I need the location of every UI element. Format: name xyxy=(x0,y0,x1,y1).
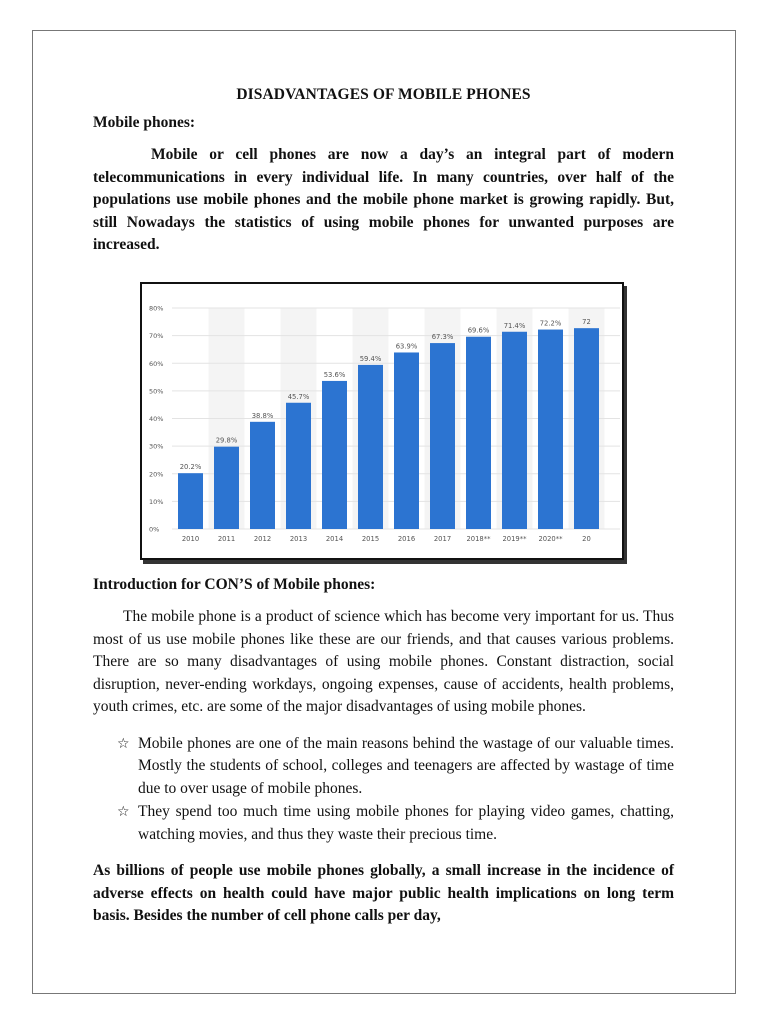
chart-bar xyxy=(394,352,419,529)
y-tick-label: 20% xyxy=(149,470,164,479)
list-item xyxy=(93,801,674,846)
chart-bar xyxy=(466,337,491,529)
data-label: 71.4% xyxy=(503,321,526,330)
x-tick-label: 2015 xyxy=(361,535,380,543)
intro-paragraph: Mobile or cell phones are now a day’s an integral part of modern telecommunications in every individual life. In many countries, over half of the populations use mobile phones and the mobile phone market is growing rapidly. But, still Nowadays the statistics of using mobile phones for unwanted purposes are increased. xyxy=(93,146,674,253)
data-label: 29.8% xyxy=(215,436,238,445)
x-tick-label: 20 xyxy=(582,535,591,543)
y-tick-label: 50% xyxy=(149,387,164,396)
data-label: 59.4% xyxy=(359,354,382,363)
bullet-text: They spend too much time using mobile phones for playing video games, chatting, watching movies, and thus they waste their precious time. xyxy=(138,803,674,843)
chart-bar xyxy=(358,365,383,529)
bar-chart xyxy=(140,282,624,560)
x-tick-label: 2020** xyxy=(538,535,563,543)
data-label: 69.6% xyxy=(467,326,490,335)
chart-bar xyxy=(538,330,563,529)
data-label: 20.2% xyxy=(179,463,202,472)
health-paragraph: As billions of people use mobile phones globally, a small increase in the incidence of adverse effects on health could have major public health implications on long term basis. Besides the number of cell phone calls per day, xyxy=(93,862,674,924)
chart-bar xyxy=(250,422,275,529)
chart-bar xyxy=(322,381,347,529)
y-tick-label: 0% xyxy=(149,525,160,534)
chart-bar xyxy=(214,447,239,529)
chart-bar xyxy=(574,328,599,529)
bullet-list xyxy=(93,733,674,847)
bar-chart-svg xyxy=(142,284,622,558)
x-tick-label: 2018** xyxy=(466,535,491,543)
star-outline-icon: ☆ xyxy=(117,735,130,752)
data-label: 63.9% xyxy=(395,342,418,351)
x-tick-label: 2012 xyxy=(253,535,272,543)
x-tick-label: 2011 xyxy=(217,535,236,543)
section-heading-mobile-phones: Mobile phones: xyxy=(93,114,196,131)
data-label: 72.2% xyxy=(539,319,562,328)
section-heading-cons: Introduction for CON’S of Mobile phones: xyxy=(93,576,376,593)
x-tick-label: 2019** xyxy=(502,535,527,543)
data-label: 53.6% xyxy=(323,370,346,379)
y-tick-label: 60% xyxy=(149,359,164,368)
data-label: 72 xyxy=(582,318,591,327)
y-tick-label: 70% xyxy=(149,332,164,341)
chart-bar xyxy=(178,473,203,529)
chart-bar xyxy=(502,332,527,529)
data-label: 38.8% xyxy=(251,411,274,420)
document-body-lower xyxy=(93,576,674,928)
chart-bar xyxy=(286,403,311,529)
bullet-text: Mobile phones are one of the main reasons behind the wastage of our valuable times. Mostly the students of school, colleges and teenagers are affected by wastage of time due to over usage of mobile phones. xyxy=(138,734,674,797)
y-tick-label: 40% xyxy=(149,415,164,423)
document-title: DISADVANTAGES OF MOBILE PHONES xyxy=(236,86,531,103)
data-label: 67.3% xyxy=(431,333,454,342)
data-label: 45.7% xyxy=(287,392,310,401)
list-item xyxy=(93,733,674,801)
x-tick-label: 2010 xyxy=(181,535,200,543)
chart-bar xyxy=(430,343,455,529)
x-tick-label: 2014 xyxy=(325,535,344,543)
x-tick-label: 2016 xyxy=(397,535,416,543)
document-body xyxy=(93,86,674,257)
y-tick-label: 80% xyxy=(149,304,164,313)
y-tick-label: 30% xyxy=(149,442,164,451)
cons-paragraph: The mobile phone is a product of science which has become very important for us. Thus most of us use mobile phones like these are our friends, and that causes various problems. There are so many disadvantages of using mobile phones. Constant distraction, social disruption, never-ending workdays, ongoing expenses, cause of accidents, health problems, youth crimes, etc. are some of the major disadvantages of using mobile phones. xyxy=(93,608,674,715)
star-outline-icon: ☆ xyxy=(117,804,130,820)
x-tick-label: 2017 xyxy=(433,535,452,543)
y-tick-label: 10% xyxy=(149,497,164,506)
x-tick-label: 2013 xyxy=(289,535,308,543)
